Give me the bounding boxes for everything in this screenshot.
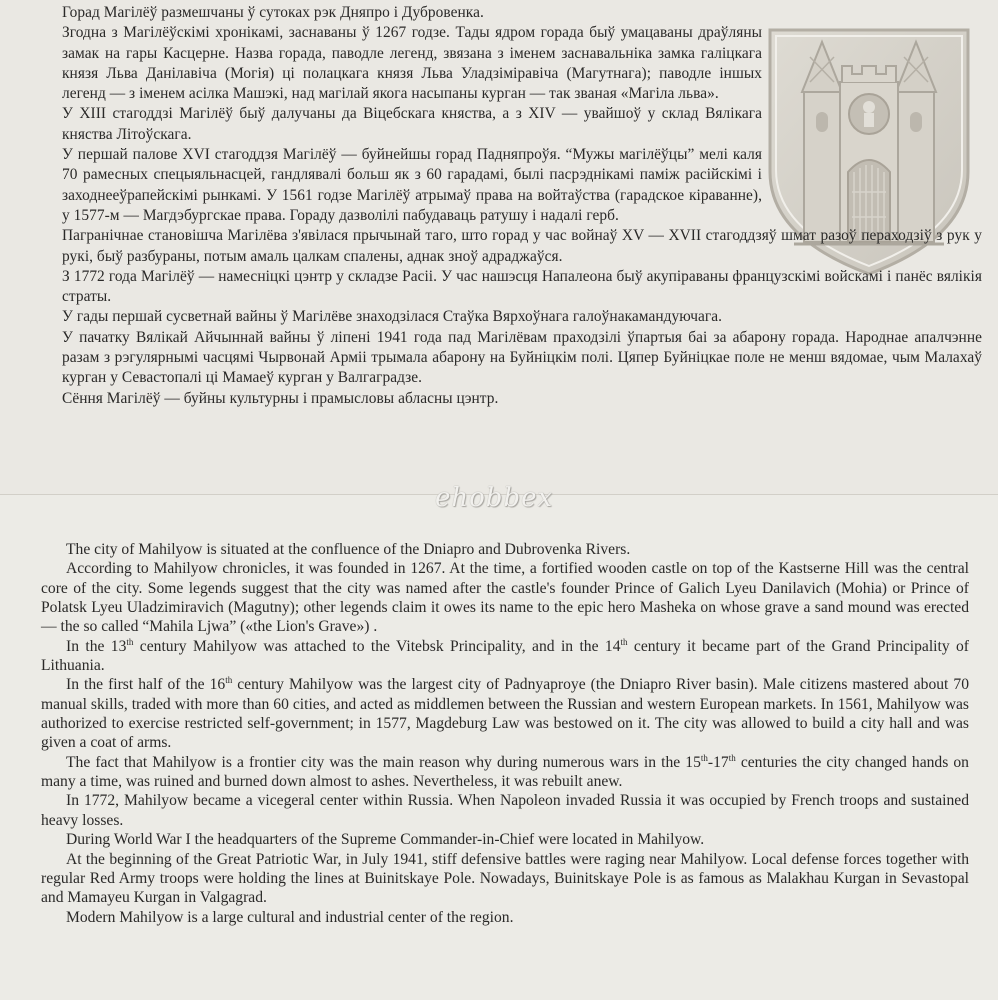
en-p5-sup-2: th [728,752,736,763]
by-paragraph-2: Згодна з Магілёўскімі хронікамі, заснаваны ў 1267 годзе. Тады ядром горада быў умацаваны драўляны замак на гары Касцерне. Назва горада, паводле легенд, звязана з іменем заснавальніка замка галіцкага князя Льва Данілавіча (Могія) ці полацкага князя Льва Уладзіміравіча (Магутнага); паводле іншых легенд — з іменем асілка Машэкі, над магілай якога насыпаны курган — так званая «Магіла льва». [62,24,762,103]
by-paragraph-5: Пагранічнае становішча Магілёва з'явілася прычынай таго, што горад у час войнаў XV — XVII стагоддзяў шмат разоў пераходзіў з рук у рукі, быў разбураны, потым амаль цалкам спалены, аднак зноў адраджаўся. [62,227,982,265]
by-paragraph-4: У першай палове XVI стагоддзя Магілёў — буйнейшы горад Падняпроўя. “Мужы магілёўцы” мелі каля 70 рамесных спецыяльнасцей, гандлявалі больш як з 60 гарадамі, былі пасрэднікамі паміж расійскімі і заходнееўрапейскімі рынкамі. У 1561 годзе Магілёў атрымаў права на войтаўства (гарадское кіраванне), у 1577-м — Магдэбургскае права. Гораду дазволілі пабудаваць ратушу і надалі герб. [62,146,762,224]
en-paragraph-2: According to Mahilyow chronicles, it was founded in 1267. At the time, a fortified wooden castle on top of the Kastserne Hill was the central core of the city. Some legends suggest that the city was named after the castle's founder Prince of Galich Lyeu Danilavich (Mohia) or Prince of Polatsk Lyeu Uladzimiravich (Magutny); other legends claim it owes its name to the epic hero Masheka on whose grave a sand mound was erected — the so called “Mahila Ljwa” («the Lion's Grave») . [41,560,969,636]
en-paragraph-9: Modern Mahilyow is a large cultural and industrial center of the region. [66,908,514,926]
en-paragraph-5 [41,753,969,792]
en-paragraph-3 [41,637,969,676]
english-history-text [41,540,969,927]
by-paragraph-7: У гады першай сусветнай вайны ў Магілёве знаходзілася Стаўка Вярхоўнага галоўнакамандуючага. [62,308,723,326]
en-p3-text-b: century Mahilyow was attached to the Vitebsk Principality, and in the 14 [133,637,621,655]
en-p3-sup-2: th [620,636,628,647]
en-p5-text-a: The fact that Mahilyow is a frontier city was the main reason why during numerous wars in the 15 [66,753,701,771]
en-paragraph-4 [41,675,969,752]
by-paragraph-8: У пачатку Вялікай Айчыннай вайны ў ліпені 1941 года пад Магілёвам праходзілі ўпартыя баі за абарону горада. Народнае апалчэнне разам з рэгулярнымі часцямі Чырвонай Арміі трымала абарону на Буйніцкім полі. Цяпер Буйніцкае поле не менш вядомае, чым Малахаў курган у Севастопалі ці Мамаеў курган у Валгаградзе. [62,328,982,387]
en-paragraph-1: The city of Mahilyow is situated at the confluence of the Dniapro and Dubrovenka Rivers. [66,541,631,558]
belarusian-history-text [62,3,982,409]
watermark: ehobbex [435,483,554,513]
en-p5-text-c: centuries the city changed hands on many a time, was ruined and burned down almost to ashes. Nevertheless, it was rebuilt anew. [41,753,969,791]
en-paragraph-6: In 1772, Mahilyow became a vicegeral center within Russia. When Napoleon invaded Russia it was occupied by French troops and sustained heavy losses. [41,792,969,829]
en-p4-text-a: In the first half of the 16 [66,676,226,694]
en-paragraph-8: At the beginning of the Great Patriotic War, in July 1941, stiff defensive battles were raging near Mahilyow. Local defense forces together with regular Red Army troops were holding the lines at Buinitskaye Pole. Nowadays, Buinitskaye Pole is as famous as Malakhau Kurgan in Sevastopal and Mamayeu Kurgan in Valgagrad. [41,850,969,907]
en-p3-text-a: In the 13 [66,637,127,655]
en-p5-text-b: -17 [707,753,729,771]
by-paragraph-3: У XIII стагоддзі Магілёў быў далучаны да Віцебскага княства, а з XIV — увайшоў у склад Вялікага княства Літоўскага. [62,105,762,143]
en-p4-sup: th [225,675,233,686]
by-paragraph-9: Сёння Магілёў — буйны культурны і прамысловы абласны цэнтр. [62,389,499,407]
en-p3-text-c: century it became part of the Grand Principality of Lithuania. [41,637,970,675]
en-p5-sup-1: th [700,752,708,763]
by-paragraph-6: З 1772 года Магілёў — намесніцкі цэнтр у складзе Расіі. У час нашэсця Напалеона быў акупіраваны французскімі войскамі і панёс вялікія страты. [62,267,982,306]
en-p4-text-b: century Mahilyow was the largest city of Padnyaproye (the Dniapro River basin). Male citizens mastered about 70 manual skills, traded with more than 60 cities, and acted as middlemen between the Russian and western European markets. In 1561, Mahilyow was authorized to exercise restricted self-government; in 1577, Magdeburg Law was bestowed on it. The city was allowed to build a city hall and was given a coat of arms. [41,676,970,752]
by-paragraph-1: Горад Магілёў размешчаны ў сутоках рэк Дняпро і Дубровенка. [62,4,484,21]
en-p3-sup-1: th [126,636,134,647]
en-paragraph-7: During World War I the headquarters of the Supreme Commander-in-Chief were located in Mahilyow. [66,831,705,849]
